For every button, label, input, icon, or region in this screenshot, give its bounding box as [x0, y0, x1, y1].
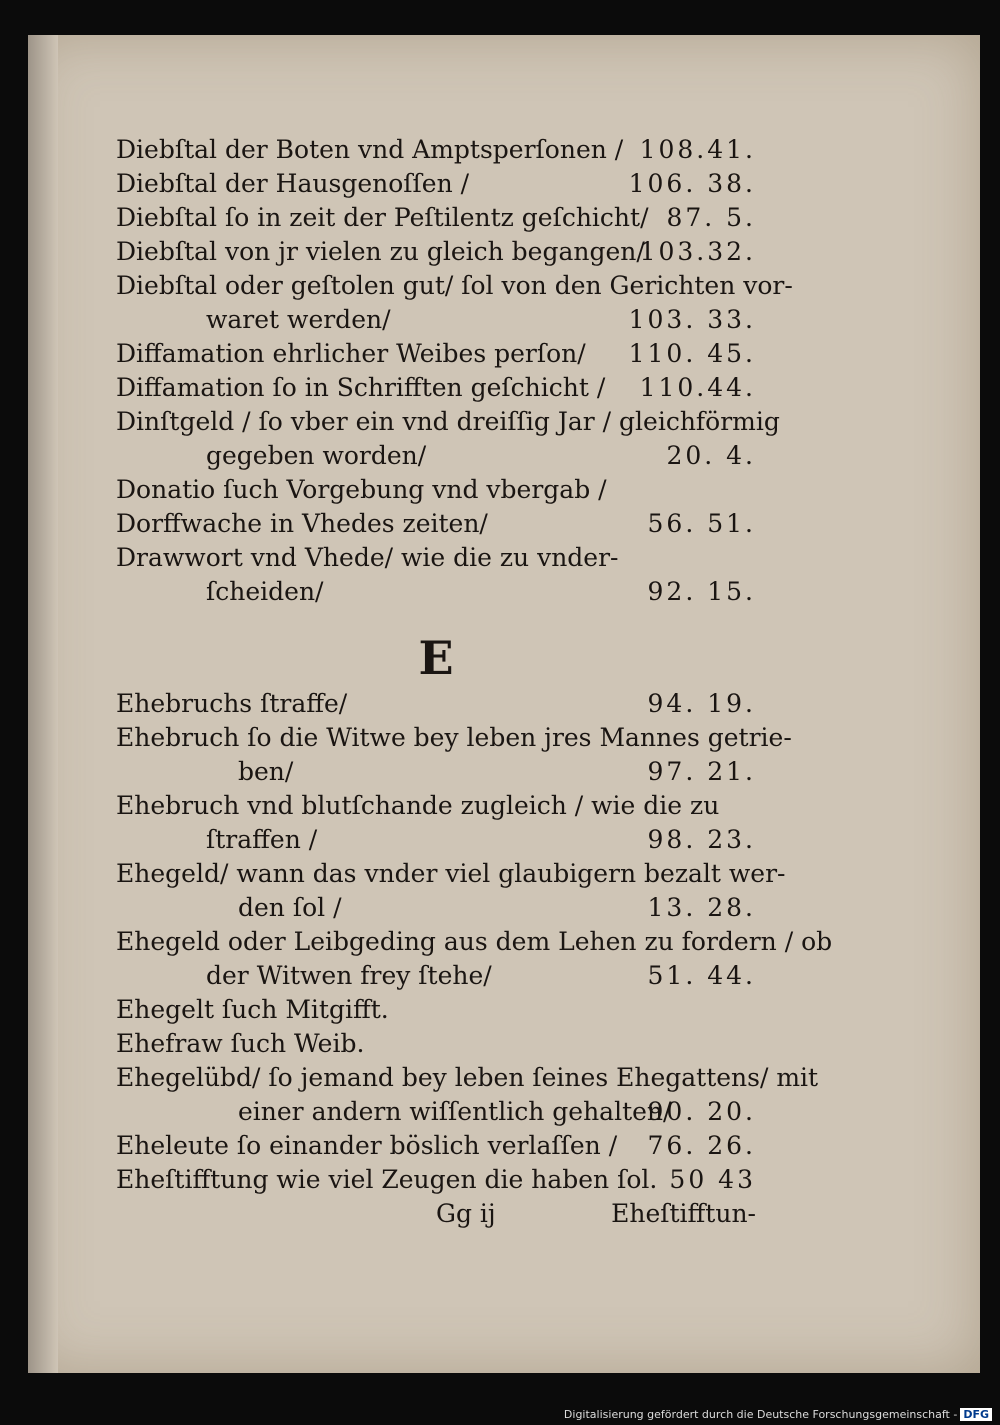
entry-text: Drawwort vnd Vhede/ wie die zu vnder- [116, 543, 619, 572]
entry-reference: 13. 28. [647, 893, 756, 922]
entry-text: Ehebruchs ſtraffe/ [116, 689, 348, 718]
entry-reference: 103. 33. [628, 305, 756, 334]
page-gutter [28, 35, 58, 1373]
entry-text: Ehegeld oder Leibgeding aus dem Lehen zu fordern / ob [116, 927, 833, 956]
entry-text: Eheleute ſo einander böslich verlaſſen / [116, 1131, 618, 1160]
entry-text: Ehegelübd/ ſo jemand bey leben ſeines Ehegattens/ mit [116, 1063, 819, 1092]
index-entry [116, 789, 756, 823]
index-entry [116, 201, 756, 235]
index-entry [116, 371, 756, 405]
entry-reference: 51. 44. [647, 961, 756, 990]
catchword: Eheſtifftun- [611, 1199, 756, 1228]
index-entry [116, 1027, 756, 1061]
entry-text: einer andern wiſſentlich gehalten/ [238, 1097, 672, 1126]
entry-text: Dorffwache in Vhedes zeiten/ [116, 509, 488, 538]
index-entry [116, 823, 756, 857]
entry-text: waret werden/ [206, 305, 391, 334]
entry-text: Dinſtgeld / ſo vber ein vnd dreiſſig Jar / gleichförmig [116, 407, 780, 436]
entry-text: Ehebruch vnd blutſchande zugleich / wie die zu [116, 791, 720, 820]
entry-reference: 56. 51. [647, 509, 756, 538]
entry-reference: 76. 26. [647, 1131, 756, 1160]
entry-reference: 97. 21. [647, 757, 756, 786]
entry-reference: 90. 20. [647, 1097, 756, 1126]
entry-reference: 110.44. [639, 373, 756, 402]
index-section-e [116, 687, 833, 1197]
index-section-d [116, 133, 793, 609]
entry-text: Diebſtal oder geſtolen gut/ ſol von den Gerichten vor- [116, 271, 793, 300]
entry-reference: 106. 38. [628, 169, 756, 198]
digitization-credit [564, 1408, 992, 1421]
index-entry [116, 857, 786, 891]
index-entry [116, 755, 756, 789]
index-entry [116, 507, 756, 541]
entry-text: gegeben worden/ [206, 441, 427, 470]
entry-reference: 110. 45. [628, 339, 756, 368]
index-entry [116, 575, 756, 609]
entry-text: Diffamation ſo in Schrifften geſchicht / [116, 373, 606, 402]
section-letter: E [418, 631, 454, 685]
entry-reference: 87. 5. [666, 203, 756, 232]
index-entry [116, 993, 756, 1027]
entry-reference: 92. 15. [647, 577, 756, 606]
page-footer [116, 1197, 756, 1231]
entry-text: ben/ [238, 757, 294, 786]
entry-reference: 94. 19. [647, 689, 756, 718]
book-page [28, 35, 980, 1373]
index-entry [116, 473, 756, 507]
index-entry [116, 1095, 756, 1129]
index-entry [116, 439, 756, 473]
index-entry [116, 959, 756, 993]
entry-text: Donatio ſuch Vorgebung vnd vbergab / [116, 475, 607, 504]
index-entry [116, 721, 792, 755]
index-entry [116, 1129, 756, 1163]
entry-reference: 50 43 [669, 1165, 756, 1194]
entry-text: Ehegeld/ wann das vnder viel glaubigern bezalt wer- [116, 859, 786, 888]
dfg-logo: DFG [960, 1408, 992, 1421]
index-entry [116, 303, 756, 337]
index-entry [116, 235, 756, 269]
entry-reference: 103.32. [639, 237, 756, 266]
entry-text: Diebſtal ſo in zeit der Peſtilentz geſchicht/ [116, 203, 649, 232]
entry-reference: 108.41. [639, 135, 756, 164]
entry-text: der Witwen frey ſtehe/ [206, 961, 492, 990]
index-entry [116, 167, 756, 201]
entry-text: den ſol / [238, 893, 342, 922]
index-entry [116, 133, 756, 167]
index-content [116, 133, 833, 1231]
entry-text: Diebſtal von jr vielen zu gleich begangen/ [116, 237, 645, 266]
entry-text: Diebſtal der Boten vnd Amptsperſonen / [116, 135, 624, 164]
entry-text: Diebſtal der Hausgenoſſen / [116, 169, 470, 198]
entry-text: Diffamation ehrlicher Weibes perſon/ [116, 339, 586, 368]
entry-text: Ehefraw ſuch Weib. [116, 1029, 365, 1058]
signature-mark: Gg ij [436, 1199, 496, 1228]
entry-text: Ehebruch ſo die Witwe bey leben jres Mannes getrie- [116, 723, 792, 752]
index-entry [116, 337, 756, 371]
entry-text: ſtraffen / [206, 825, 318, 854]
index-entry [116, 891, 756, 925]
entry-text: ſcheiden/ [206, 577, 324, 606]
index-entry [116, 405, 780, 439]
index-entry [116, 687, 756, 721]
entry-text: Eheſtifftung wie viel Zeugen die haben ſol. [116, 1165, 658, 1194]
index-entry [116, 541, 756, 575]
entry-reference: 20. 4. [666, 441, 756, 470]
credit-text: Digitalisierung gefördert durch die Deutsche Forschungsgemeinschaft - [563, 1408, 958, 1421]
entry-text: Ehegelt ſuch Mitgifft. [116, 995, 389, 1024]
index-entry [116, 269, 793, 303]
index-entry [116, 925, 833, 959]
index-entry [116, 1163, 756, 1197]
index-entry [116, 1061, 819, 1095]
entry-reference: 98. 23. [647, 825, 756, 854]
